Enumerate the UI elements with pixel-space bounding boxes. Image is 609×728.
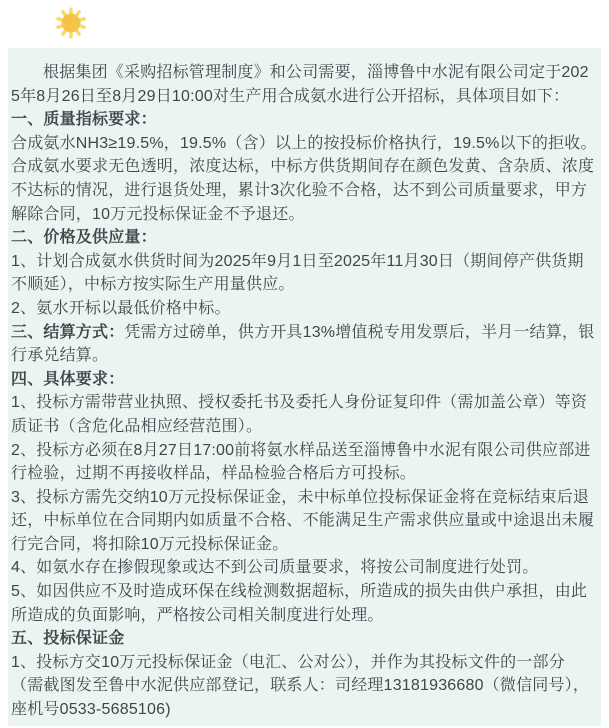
paragraph: 1、计划合成氨水供货时间为2025年9月1日至2025年11月30日（期间停产供货期不顺延），中标方按实际生产用量供应。	[11, 252, 584, 294]
paragraph: 3、投标方需先交纳10万元投标保证金，未中标单位投标保证金将在竞标结束后退还，中标单位在合同期内如质量不合格、不能满足生产需求供应量或中途退出未履行完合同，将扣除10万元投标保证金。	[11, 488, 595, 553]
paragraph: 合成氨水要求无色透明，浓度达标，中标方供货期间存在颜色发黄、含杂质、浓度不达标的情况，进行退货处理，累计3次化验不合格，达不到公司质量要求，甲方解除合同，10万元投标保证金不予退还。	[11, 158, 595, 223]
paragraph: 1、投标方交10万元投标保证金（电汇、公对公），并作为其投标文件的一部分（需截图发至鲁中水泥供应部登记，联系人：司经理13181936680（微信同号），座机号0533-5685106)	[11, 653, 590, 719]
section-heading-2: 二、价格及供应量：	[11, 229, 157, 247]
sun-icon	[55, 6, 87, 40]
section-heading-3-inline: 三、结算方式：	[11, 323, 125, 341]
paragraph: 1、投标方需带营业执照、授权委托书及委托人身份证复印件（需加盖公章）等资质证书（含危化品相应经营范围）。	[11, 394, 588, 435]
paragraph: 2、投标方必须在8月27日17:00前将氨水样品送至淄博鲁中水泥有限公司供应部进行检验，过期不再接收样品，样品检验合格后方可投标。	[11, 441, 591, 483]
intro-paragraph: 根据集团《采购招标管理制度》和公司需要，淄博鲁中水泥有限公司定于2025年8月26日至8月29日10:00对生产用合成氨水进行公开招标，具体项目如下：	[11, 64, 589, 105]
section-heading-1: 一、质量指标要求：	[11, 111, 157, 129]
section-heading-5: 五、投标保证金	[11, 630, 125, 648]
paragraph: 2、氨水开标以最低价格中标。	[11, 299, 231, 317]
section-heading-4: 四、具体要求：	[11, 370, 125, 388]
paragraph	[11, 321, 597, 368]
paragraph: 5、如因供应不及时造成环保在线检测数据超标，所造成的损失由供户承担，由此所造成的负面影响，严格按公司相关制度进行处理。	[11, 583, 588, 624]
paragraph: 合成氨水NH3≥19.5%，19.5%（含）以上的按投标价格执行，19.5%以下的拒收。	[11, 134, 597, 152]
header	[0, 0, 609, 48]
paragraph-text: 凭需方过磅单，供方开具13%增值税专用发票后，半月一结算，银行承兑结算。	[11, 323, 595, 365]
notice-document	[8, 48, 601, 726]
paragraph: 4、如氨水存在掺假现象或达不到公司质量要求，将按公司制度进行处罚。	[11, 559, 539, 577]
